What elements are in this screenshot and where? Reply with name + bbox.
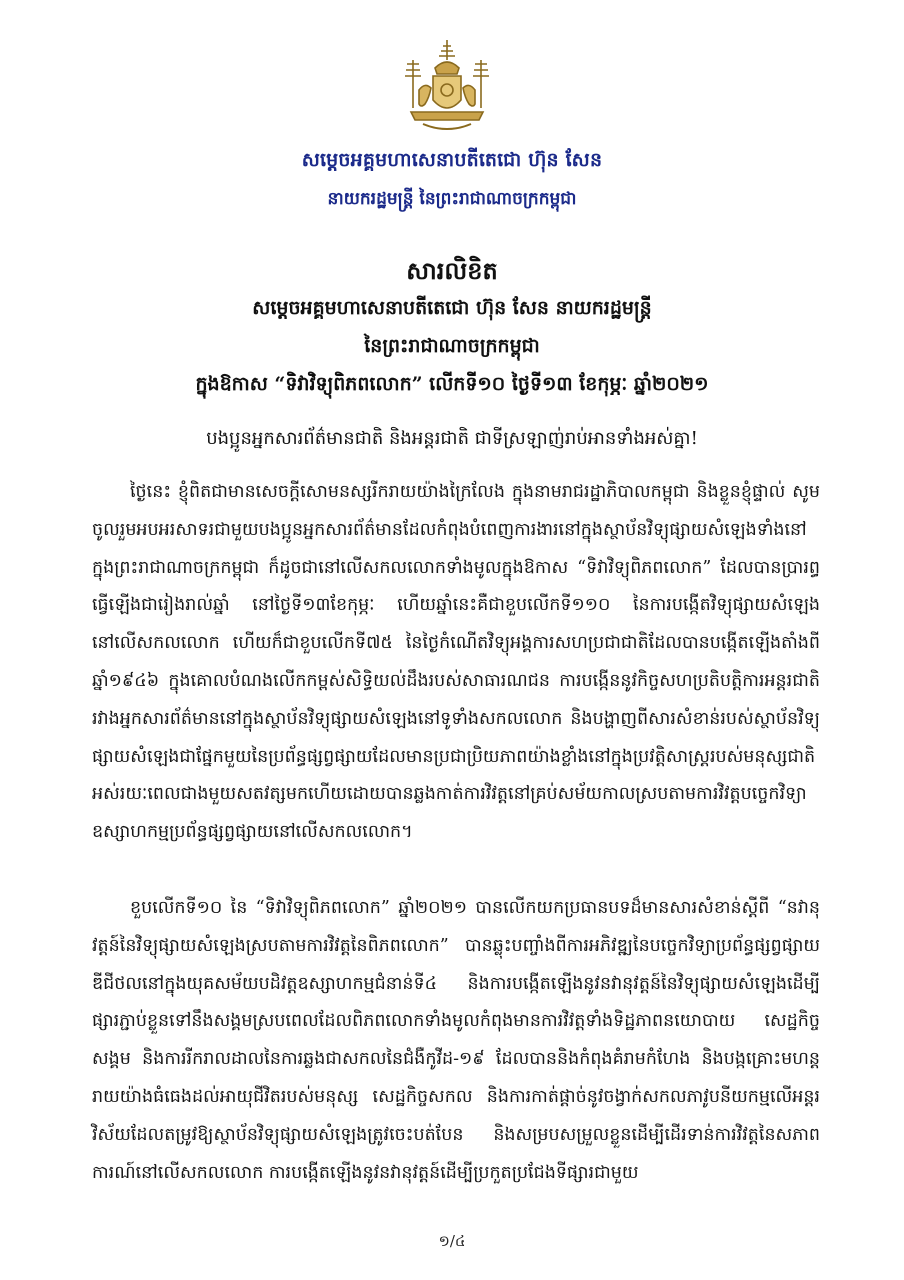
greeting: បងប្អូនអ្នកសារព័ត៌មានជាតិ និងអន្តរជាតិ ជាទីស្រឡាញ់រាប់អានទាំងអស់គ្នា! (206, 428, 698, 449)
page-number: ១/៤ (438, 1232, 466, 1250)
body-paragraph-2: ខួបលើកទី១០ នៃ “ទិវាវិទ្យុពិភពលោក” ឆ្នាំ២០២១ បានលើកយកប្រធានបទដ៏មានសារសំខាន់ស្តីពី “នវានុវត្តន៍នៃវិទ្យុផ្សាយសំឡេងស្របតាមការវិវត្តនៃពិភពលោក” បានឆ្លុះបញ្ចាំងពីការអភិវឌ្ឍនៃបច្ចេកវិទ្យាប្រព័ន្ធផ្សព្វផ្សាយឌីជីថលនៅក្នុងយុគសម័យបដិវត្តឧស្សាហកម្មជំនាន់ទី៤ និងការបង្កើតឡើងនូវនវានុវត្តន៍នៃវិទ្យុផ្សាយសំឡេងដើម្បីផ្សារភ្ជាប់ខ្លួនទៅនឹងសង្គមស្របពេលដែលពិភពលោកទាំងមូលកំពុងមានការវិវត្តទាំងទិដ្ឋភាពនយោបាយ សេដ្ឋកិច្ច សង្គម និងការរីករាលដាលនៃការឆ្លងជាសកលនៃជំងឺកូវីដ-១៩ ដែលបាននិងកំពុងគំរាមកំហែង និងបង្កគ្រោះមហន្តរាយយ៉ាងធំធេងដល់អាយុជីវិតរបស់មនុស្ស សេដ្ឋកិច្ចសកល និងការកាត់ផ្តាច់នូវចង្វាក់សកលភាវូបនីយកម្មលើអន្តរវិស័យដែលតម្រូវឱ្យស្ថាប័នវិទ្យុផ្សាយសំឡេងត្រូវចេះបត់បែន និងសម្របសម្រួលខ្លួនដើម្បីដើរទាន់ការវិវត្តនៃសភាពការណ៍នៅលើសកលលោក ការបង្កើតឡើងនូវនវានុវត្តន៍ដើម្បីប្រកួតប្រជែងទីផ្សារជាមួយ (92, 898, 820, 1183)
heading-line-1: សម្តេចអគ្គមហាសេនាបតីតេជោ ហ៊ុន សែន នាយករដ្ឋមន្ត្រី (252, 297, 652, 319)
body-paragraph-1: ថ្ងៃនេះ ខ្ញុំពិតជាមានសេចក្តីសោមនស្សរីករាយយ៉ាងក្រៃលែង ក្នុងនាមរាជរដ្ឋាភិបាលកម្ពុជា និងខ្លួនខ្ញុំផ្ទាល់ សូមចូលរួមអបអរសាទរជាមួយបងប្អូនអ្នកសារព័ត៌មានដែលកំពុងបំពេញការងារនៅក្នុងស្ថាប័នវិទ្យុផ្សាយសំឡេងទាំងនៅក្នុងព្រះរាជាណាចក្រកម្ពុជា ក៏ដូចជានៅលើសកលលោកទាំងមូលក្នុងឱកាស “ទិវាវិទ្យុពិភពលោក” ដែលបានប្រារព្ធធ្វើឡើងជារៀងរាល់ឆ្នាំ នៅថ្ងៃទី១៣ខែកុម្ភៈ ហើយឆ្នាំនេះគឺជាខួបលើកទី១១០ នៃការបង្កើតវិទ្យុផ្សាយសំឡេងនៅលើសកលលោក ហើយក៏ជាខួបលើកទី៧៥ នៃថ្ងៃកំណើតវិទ្យុអង្គការសហប្រជាជាតិដែលបានបង្កើតឡើងតាំងពីឆ្នាំ១៩៤៦ ក្នុងគោលបំណងលើកកម្ពស់សិទ្ធិយល់ដឹងរបស់សាធារណជន ការបង្កើននូវកិច្ចសហប្រតិបត្តិការអន្តរជាតិរវាងអ្នកសារព័ត៌មាននៅក្នុងស្ថាប័នវិទ្យុផ្សាយសំឡេងនៅទូទាំងសកលលោក និងបង្ហាញពីសារសំខាន់របស់ស្ថាប័នវិទ្យុផ្សាយសំឡេងជាផ្នែកមួយនៃប្រព័ន្ធផ្សព្វផ្សាយដែលមានប្រជាប្រិយភាពយ៉ាងខ្លាំងនៅក្នុងប្រវត្តិសាស្ត្ររបស់មនុស្សជាតិអស់រយៈពេលជាងមួយសតវត្សមកហើយដោយបានឆ្លងកាត់ការវិវត្តនៅគ្រប់សម័យកាលស្របតាមការវិវត្តបច្ចេកវិទ្យាឧស្សាហកម្មប្រព័ន្ធផ្សព្វផ្សាយនៅលើសកលលោក។ (92, 482, 820, 843)
royal-emblem-icon (399, 38, 495, 138)
heading-line-2: នៃព្រះរាជាណាចក្រកម្ពុជា (364, 335, 540, 357)
heading-line-3: ក្នុងឱកាស “ទិវាវិទ្យុពិភពលោក” លើកទី១០ ថ្ងៃទី១៣ ខែកុម្ភៈ ឆ្នាំ២០២១ (195, 373, 709, 395)
document-type-title: សារលិខិត (406, 256, 498, 285)
sender-name: សម្តេចអគ្គមហាសេនាបតីតេជោ ហ៊ុន សែន (301, 149, 603, 171)
sender-title: នាយករដ្ឋមន្ត្រី នៃព្រះរាជាណាចក្រកម្ពុជា (327, 189, 577, 209)
